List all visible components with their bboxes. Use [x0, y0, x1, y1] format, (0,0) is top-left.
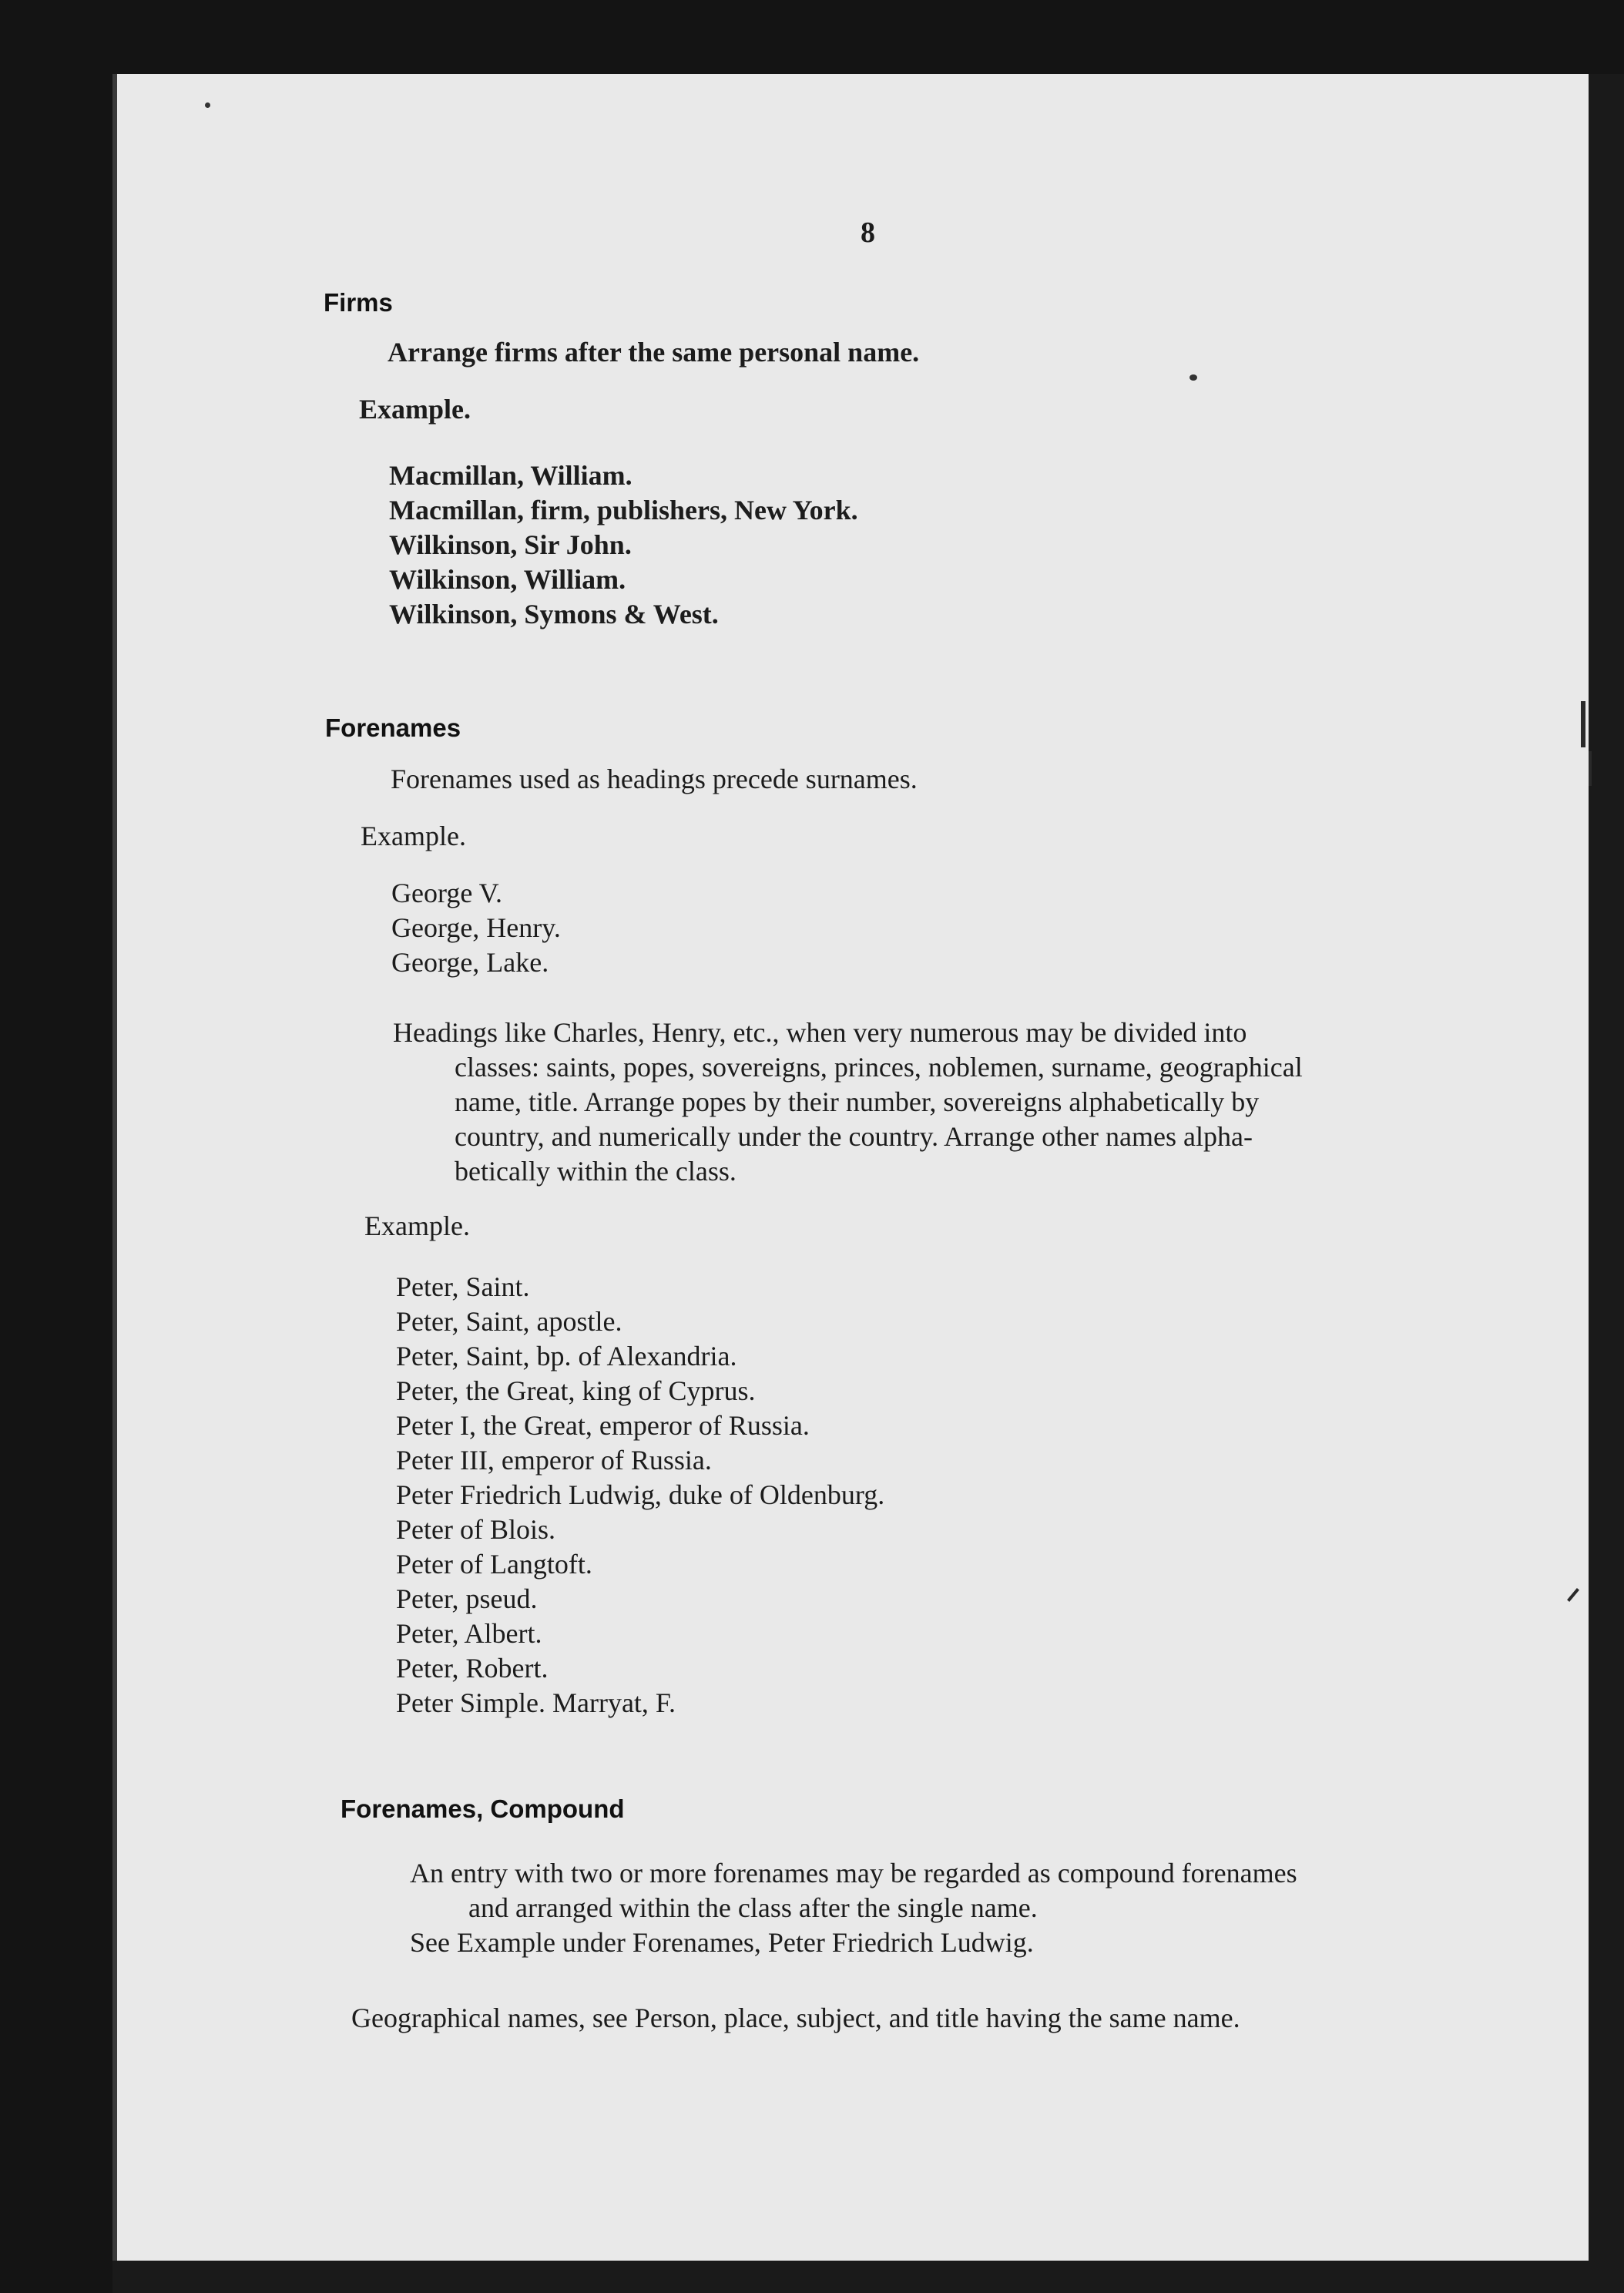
- paragraph-line: and arranged within the class after the single name.: [468, 1892, 1038, 1923]
- scan-edge-bottom: [112, 2261, 1624, 2293]
- list-item: George, Henry.: [391, 912, 561, 943]
- list-item: Wilkinson, William.: [389, 564, 626, 595]
- list-item: Peter, Robert.: [396, 1653, 549, 1684]
- firms-example-label: Example.: [359, 394, 471, 425]
- forenames-example-label: Example.: [361, 821, 466, 851]
- page-number: 8: [861, 217, 875, 249]
- heading-forenames: Forenames: [325, 713, 461, 742]
- paragraph-line: country, and numerically under the country. Arrange other names alpha-: [455, 1121, 1253, 1152]
- forenames-rule: Forenames used as headings precede surnames.: [391, 764, 918, 794]
- list-item: Peter, Saint, apostle.: [396, 1306, 622, 1337]
- list-item: Peter of Blois.: [396, 1514, 555, 1545]
- paragraph-line: Headings like Charles, Henry, etc., when very numerous may be divided into: [393, 1017, 1247, 1048]
- list-item: Peter III, emperor of Russia.: [396, 1445, 712, 1476]
- scan-edge-right: [1589, 74, 1624, 2261]
- paragraph-line: betically within the class.: [455, 1156, 737, 1187]
- heading-forenames-compound: Forenames, Compound: [341, 1794, 625, 1823]
- list-item: Peter, Albert.: [396, 1618, 542, 1649]
- heading-firms: Firms: [324, 288, 393, 317]
- footer-note: Geographical names, see Person, place, subject, and title having the same name.: [351, 2003, 1240, 2033]
- list-item: Peter, Saint, bp. of Alexandria.: [396, 1341, 737, 1371]
- see-reference: See Example under Forenames, Peter Friedrich Ludwig.: [410, 1927, 1034, 1958]
- list-item: Peter, pseud.: [396, 1583, 538, 1614]
- list-item: George, Lake.: [391, 947, 549, 978]
- list-item: Wilkinson, Symons & West.: [389, 599, 719, 629]
- paragraph-line: An entry with two or more forenames may be regarded as compound forenames: [410, 1858, 1297, 1888]
- list-item: Wilkinson, Sir John.: [389, 529, 632, 560]
- margin-mark: [1589, 751, 1592, 786]
- list-item: Peter, the Great, king of Cyprus.: [396, 1375, 756, 1406]
- list-item: Macmillan, firm, publishers, New York.: [389, 495, 858, 525]
- list-item: Peter Simple. Marryat, F.: [396, 1687, 676, 1718]
- list-item: Macmillan, William.: [389, 460, 632, 491]
- paragraph-line: classes: saints, popes, sovereigns, princes, noblemen, surname, geographical: [455, 1052, 1303, 1083]
- margin-mark: [1581, 701, 1585, 747]
- forenames-example-label-2: Example.: [364, 1210, 470, 1241]
- list-item: Peter Friedrich Ludwig, duke of Oldenburg.: [396, 1479, 885, 1510]
- list-item: Peter of Langtoft.: [396, 1549, 592, 1580]
- firms-rule: Arrange firms after the same personal name.: [388, 337, 920, 368]
- list-item: George V.: [391, 878, 502, 908]
- list-item: Peter, Saint.: [396, 1271, 530, 1302]
- list-item: Peter I, the Great, emperor of Russia.: [396, 1410, 810, 1441]
- speck: [1189, 374, 1197, 381]
- paragraph-line: name, title. Arrange popes by their number, sovereigns alphabetically by: [455, 1086, 1260, 1117]
- speck: [205, 102, 210, 108]
